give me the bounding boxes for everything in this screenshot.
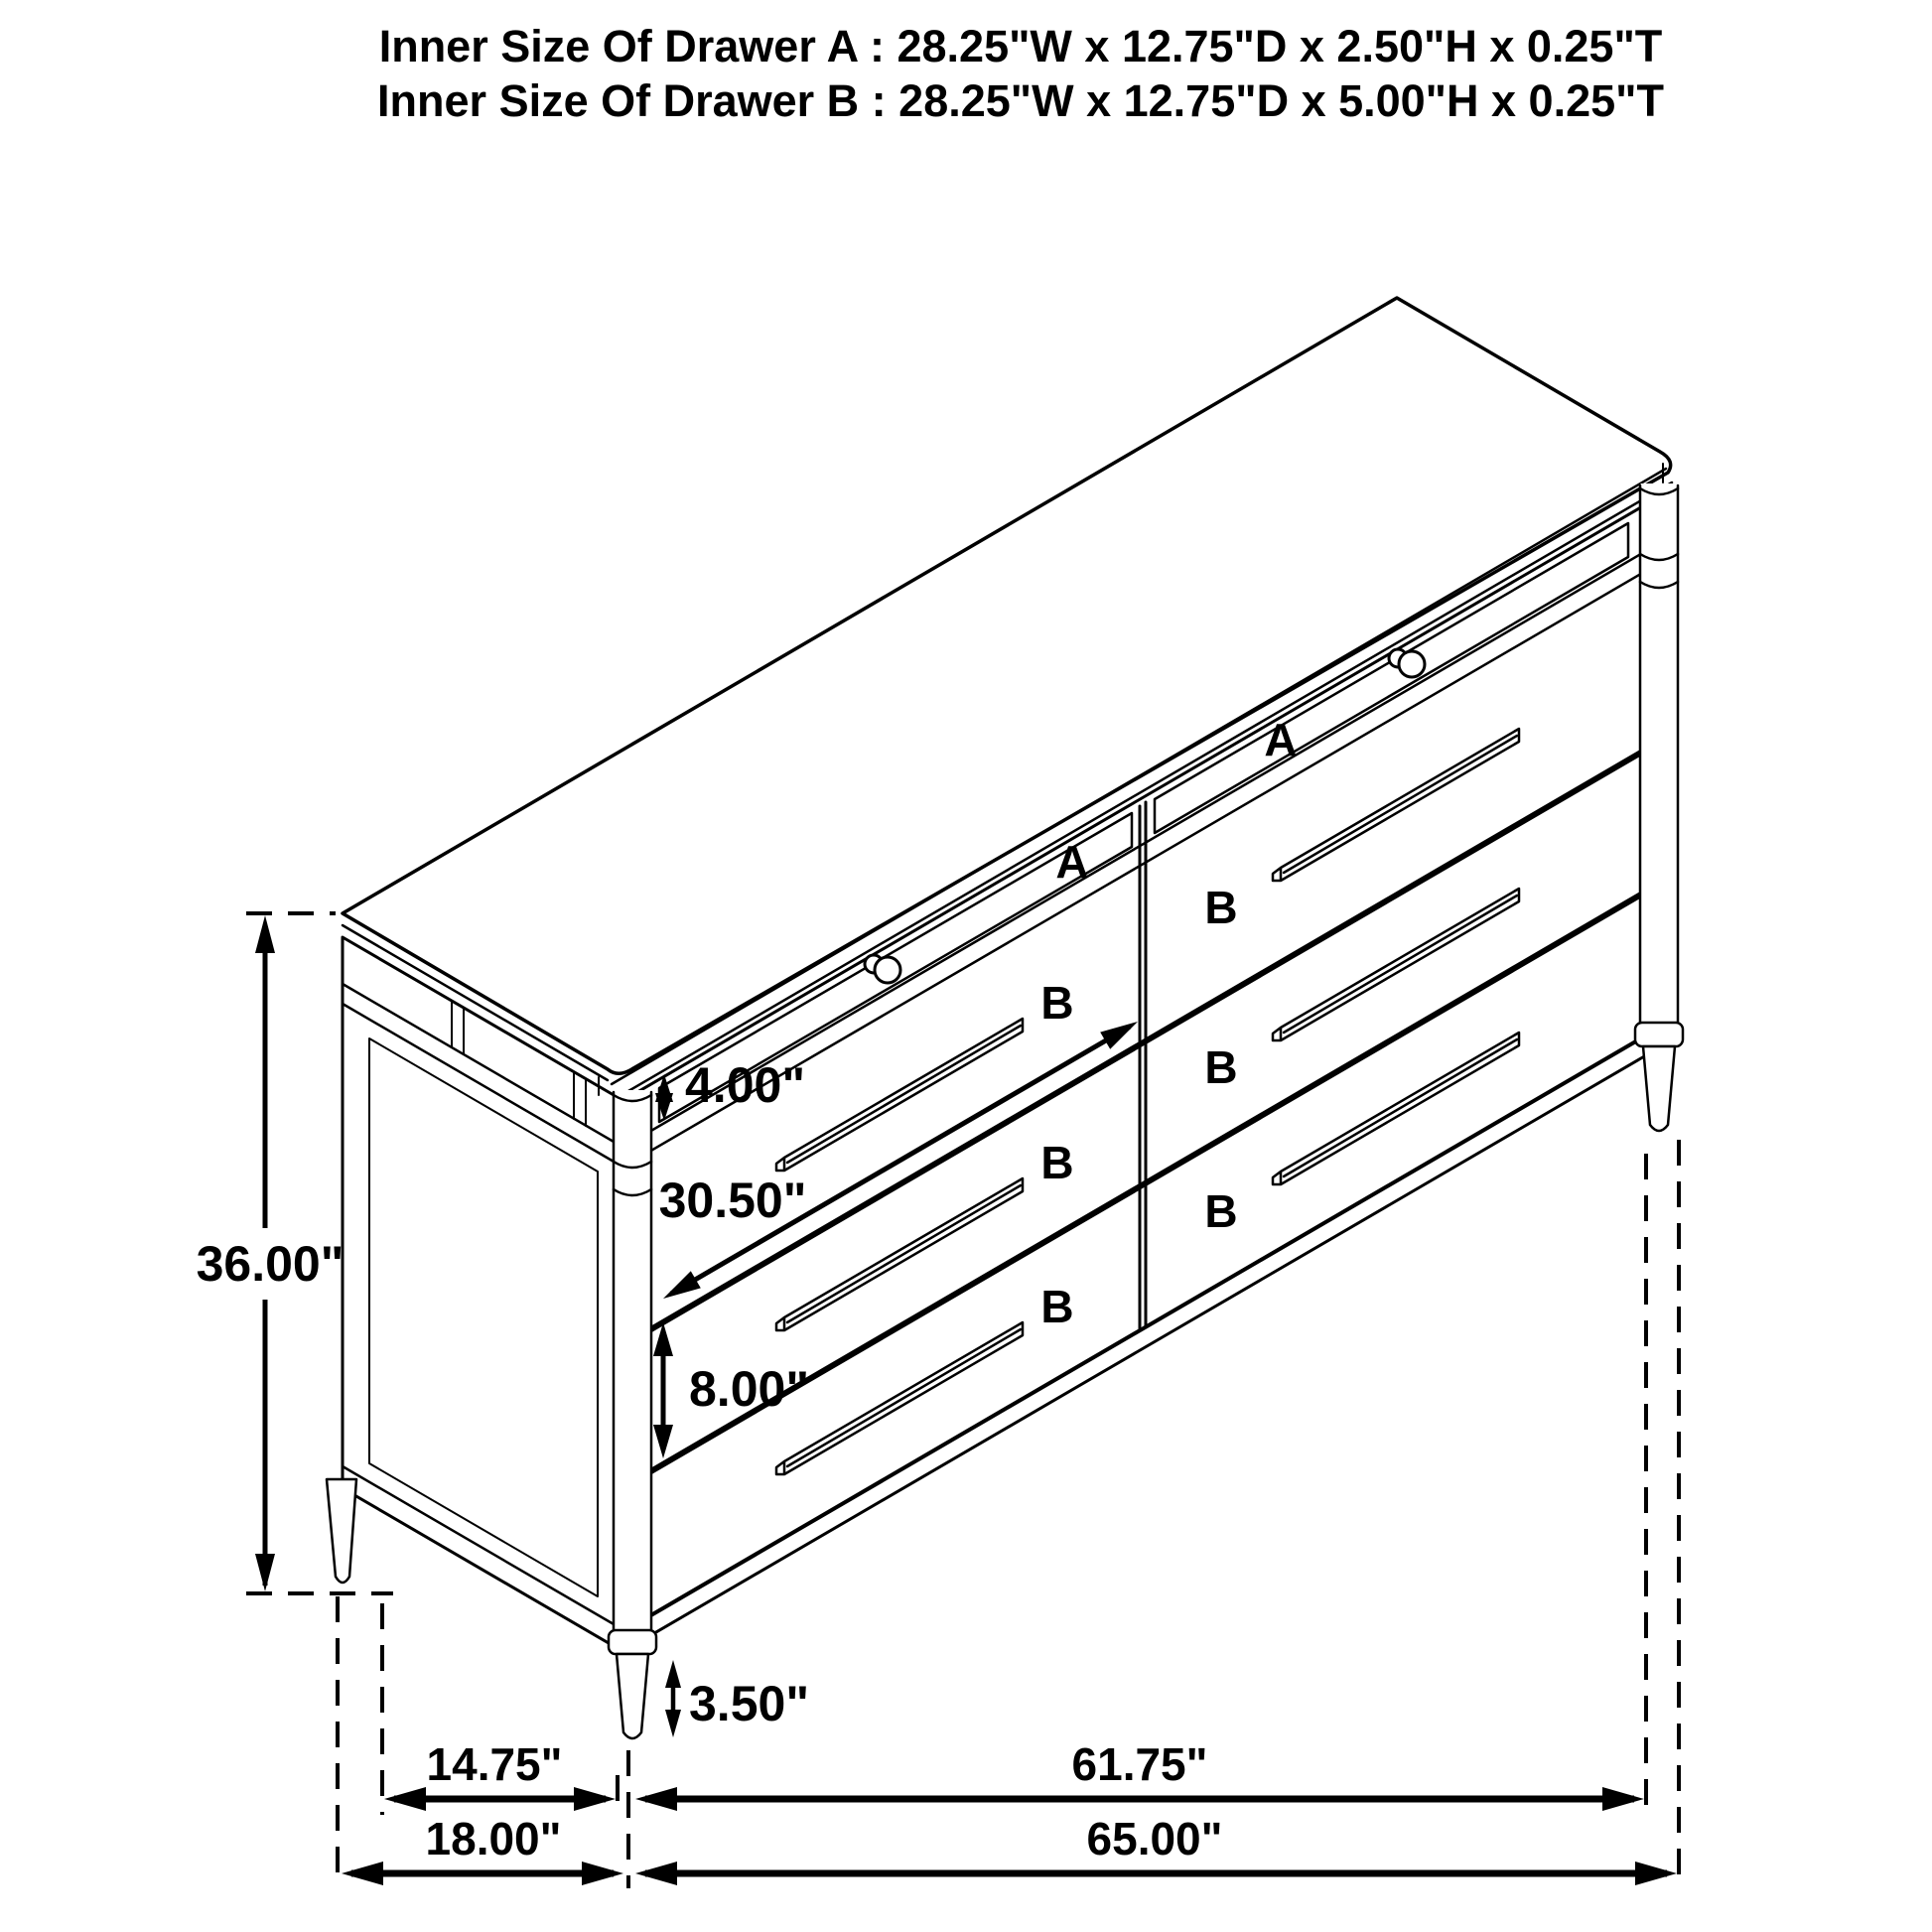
dim-row-inner (384, 1787, 1644, 1811)
drawer-label-b-right-top: B (1204, 882, 1238, 933)
dim-label-drawer-a: 4.00" (685, 1057, 806, 1113)
drawer-label-b-left-top: B (1040, 977, 1074, 1029)
dim-row-overall (342, 1862, 1677, 1885)
dresser-drawing (327, 298, 1683, 1738)
dim-label-front-inner: 61.75" (1071, 1738, 1208, 1790)
dim-label-side-inner: 14.75" (426, 1738, 563, 1790)
knob-a-right (1399, 651, 1425, 677)
leg-front-right (1643, 1046, 1675, 1131)
leg-front-left (617, 1654, 648, 1738)
drawer-label-b-left-bottom: B (1040, 1281, 1074, 1332)
dim-label-front-overall: 65.00" (1086, 1813, 1223, 1864)
leg-back-left (327, 1479, 356, 1583)
dim-label-leg-height: 3.50" (689, 1676, 810, 1731)
drawer-label-a-left: A (1055, 836, 1089, 888)
dim-label-drawer-width: 30.50" (658, 1173, 807, 1228)
drawer-label-b-right-bottom: B (1204, 1185, 1238, 1237)
drawer-label-a-right: A (1264, 714, 1298, 765)
header-line-1: Inner Size Of Drawer A : 28.25"W x 12.75"D x 2.50"H x 0.25"T (378, 21, 1663, 71)
knob-a-left (875, 957, 900, 983)
dim-leg-height (665, 1660, 681, 1737)
drawer-label-b-left-middle: B (1040, 1137, 1074, 1188)
header-line-2: Inner Size Of Drawer B : 28.25"W x 12.75"D x 5.00"H x 0.25"T (377, 75, 1664, 126)
dim-label-overall-height: 36.00" (196, 1236, 345, 1292)
dim-label-side-overall: 18.00" (425, 1813, 562, 1864)
dim-label-drawer-b: 8.00" (689, 1361, 810, 1417)
drawer-label-b-right-middle: B (1204, 1041, 1238, 1093)
